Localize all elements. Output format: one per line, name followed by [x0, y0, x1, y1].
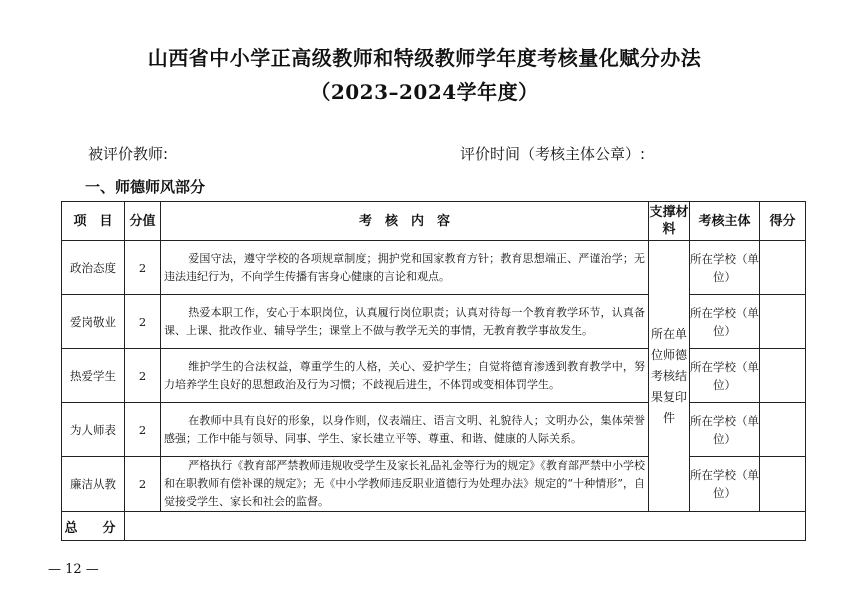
table-row: [62, 403, 806, 457]
assessment-table: [61, 201, 806, 541]
row-subject: 所在学校（单位）: [690, 295, 760, 349]
row-score: 2: [125, 403, 161, 457]
row-result-cell[interactable]: [760, 403, 806, 457]
table-row: [62, 457, 806, 512]
page-number: — 12 —: [48, 562, 99, 577]
total-row: [62, 512, 806, 541]
row-subject: 所在学校（单位）: [690, 241, 760, 295]
total-score-cell[interactable]: [125, 512, 806, 541]
row-score: 2: [125, 457, 161, 512]
row-subject: 所在学校（单位）: [690, 403, 760, 457]
row-content: 在教师中具有良好的形象，以身作则，仪表端庄、语言文明、礼貌待人；文明办公，集体荣誉感强；工作中能与领导、同事、学生、家长建立平等、尊重、和谐、健康的人际关系。: [161, 403, 649, 457]
row-result-cell[interactable]: [760, 295, 806, 349]
header-assessment-subject: 考核主体: [690, 202, 760, 241]
row-result-cell[interactable]: [760, 457, 806, 512]
header-result: 得分: [760, 202, 806, 241]
row-item: 政治态度: [62, 241, 125, 295]
row-score: 2: [125, 241, 161, 295]
row-item: 廉洁从教: [62, 457, 125, 512]
total-label: 总 分: [62, 512, 125, 541]
row-item: 热爱学生: [62, 349, 125, 403]
section-heading: 一、师德师风部分: [85, 178, 206, 196]
row-subject: 所在学校（单位）: [690, 349, 760, 403]
header-score: 分值: [125, 202, 161, 241]
header-content: 考 核 内 容: [161, 202, 649, 241]
document-subtitle-year: （2023–2024学年度）: [310, 80, 539, 104]
row-score: 2: [125, 295, 161, 349]
row-content: 爱国守法，遵守学校的各项规章制度；拥护党和国家教育方针；教育思想端正、严谨治学；无违法违纪行为，不向学生传播有害身心健康的言论和观点。: [161, 241, 649, 295]
support-material-cell: 所在单位师德考核结果复印件: [649, 241, 690, 512]
row-subject: 所在学校（单位）: [690, 457, 760, 512]
header-support-material: 支撑材料: [649, 202, 690, 241]
evaluatee-label: 被评价教师:: [88, 145, 169, 163]
table-row: [62, 241, 806, 295]
document-title: 山西省中小学正高级教师和特级教师学年度考核量化赋分办法: [147, 46, 702, 70]
row-content: 维护学生的合法权益，尊重学生的人格，关心、爱护学生；自觉将德育渗透到教育教学中，努力培养学生良好的思想政治及行为习惯；不歧视后进生，不体罚或变相体罚学生。: [161, 349, 649, 403]
row-item: 为人师表: [62, 403, 125, 457]
row-result-cell[interactable]: [760, 349, 806, 403]
row-result-cell[interactable]: [760, 241, 806, 295]
row-item: 爱岗敬业: [62, 295, 125, 349]
table-row: [62, 349, 806, 403]
row-content: 严格执行《教育部严禁教师违规收受学生及家长礼品礼金等行为的规定》《教育部严禁中小学校和在职教师有偿补课的规定》；无《中小学教师违反职业道德行为处理办法》规定的“十种情形”，自觉接受学生、家长和社会的监督。: [161, 457, 649, 512]
row-score: 2: [125, 349, 161, 403]
header-item: 项 目: [62, 202, 125, 241]
table-header-row: [62, 202, 806, 241]
table-row: [62, 295, 806, 349]
evaluation-time-label: 评价时间（考核主体公章）:: [460, 145, 646, 163]
row-content: 热爱本职工作，安心于本职岗位，认真履行岗位职责；认真对待每一个教育教学环节，认真备课、上课、批改作业、辅导学生；课堂上不做与教学无关的事情，无教育教学事故发生。: [161, 295, 649, 349]
